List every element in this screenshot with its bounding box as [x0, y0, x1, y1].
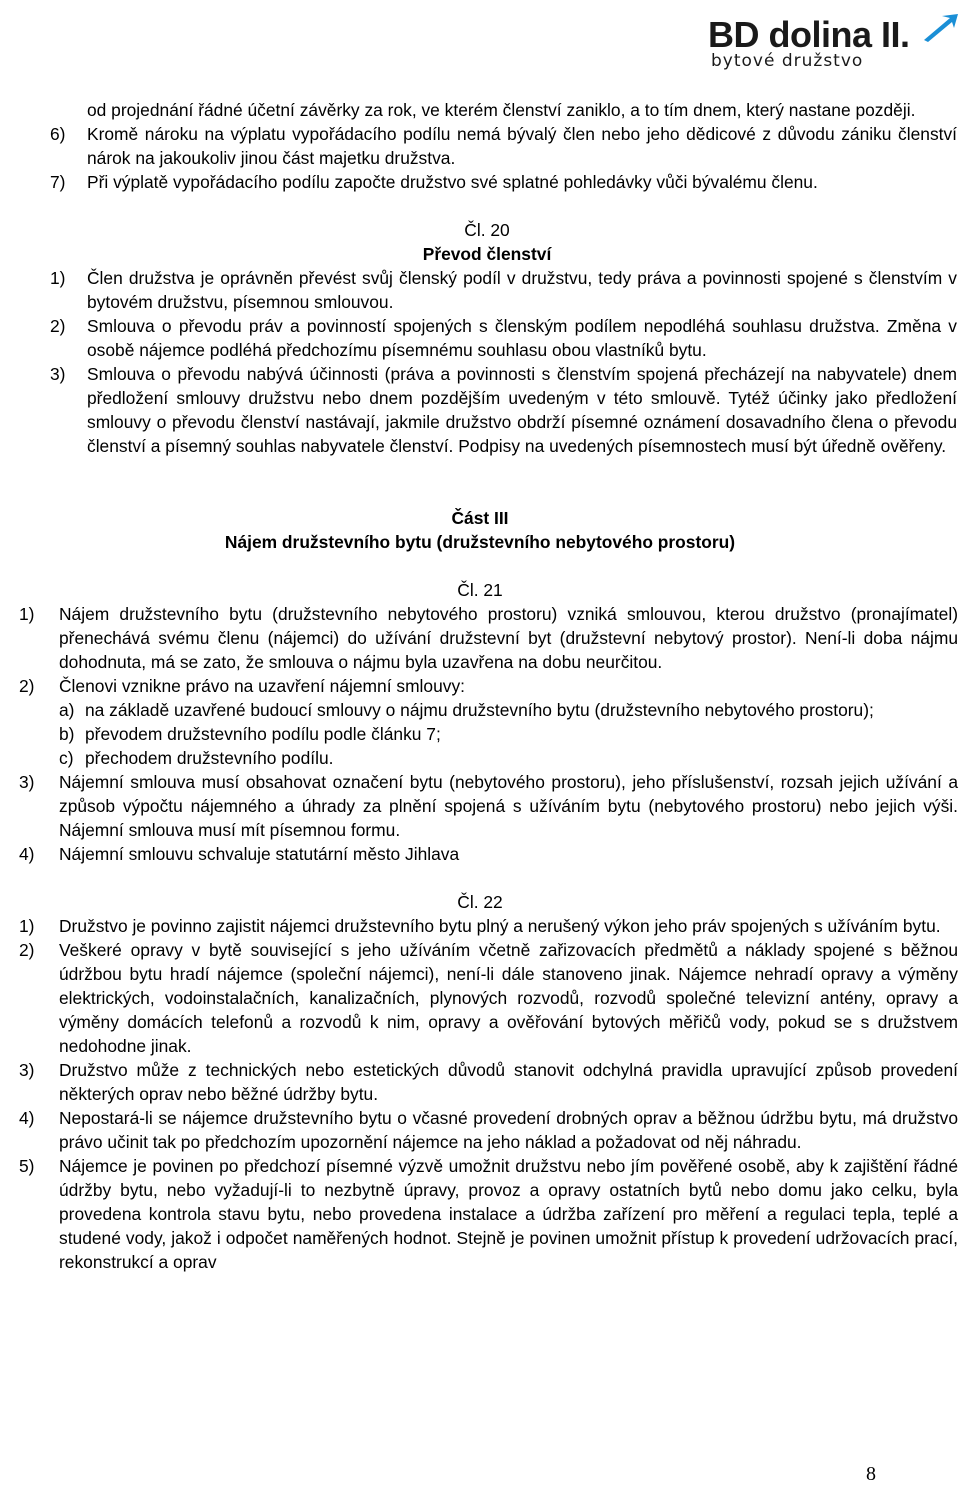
item-text: Družstvo může z technických nebo estetických důvodů stanovit odchylná pravidla upravující způsob provedení některých oprav nebo běžné údržby bytu. [59, 1060, 958, 1104]
item-number: 1) [19, 604, 35, 624]
section-part2-end [0, 98, 960, 194]
sub-item-text: přechodem družstevního podílu. [85, 748, 334, 768]
logo-arrow-icon [914, 14, 958, 44]
item-number: 4) [19, 844, 35, 864]
item-text: Nájemce je povinen po předchozí písemné výzvě umožnit družstvu nebo jím pověřené osobě, aby k zajištění řádné údržby bytu, nebo vyžadují-li to nezbytně úpravy, provoz a opravy ostatních bytů nebo domu jako celku, byla provedena kontrola stavu bytu, nebo provedena instalace a údržba zařízení pro měření a regulaci tepla, teplé a studené vody, jakož i odpočet naměřených hodnot. Stejně je povinen umožnit přístup k provedení udržovacích prací, rekonstrukcí a oprav [59, 1156, 958, 1272]
sub-list-item [0, 746, 960, 770]
part-subtitle: Nájem družstevního bytu (družstevního nebytového prostoru) [224, 532, 736, 552]
sub-item-letter: c) [59, 748, 74, 768]
list-item [0, 266, 960, 314]
article-22 [0, 890, 960, 1274]
item-text: Nájemní smlouvu schvaluje statutární město Jihlava [59, 844, 460, 864]
sub-list-item [0, 722, 960, 746]
page-number: 8 [866, 1463, 876, 1485]
list-item [0, 602, 960, 674]
item-text: Nepostará-li se nájemce družstevního bytu o včasné provedení drobných oprav a běžnou údržbu bytu, má družstvo právo učinit tak po předchozím upozornění nájemce na jeho náklad a požadovat od něj náhradu. [59, 1108, 958, 1152]
list-item [0, 1154, 960, 1274]
list-item [0, 1058, 960, 1106]
list-item [0, 170, 960, 194]
item-number: 6) [50, 124, 66, 144]
item-text: Člen družstva je oprávněn převést svůj členský podíl v družstvu, tedy práva a povinnosti spojené s členstvím v bytovém družstvu, písemnou smlouvou. [87, 268, 957, 312]
list-item [0, 122, 960, 170]
item-number: 3) [19, 1060, 35, 1080]
item-number: 2) [19, 676, 35, 696]
item-text: Nájemní smlouva musí obsahovat označení bytu (nebytového prostoru), jeho příslušenství, rozsah jejich užívání a způsob výpočtu nájemného a úhrady za plnění spojená s užíváním bytu (nebytového prostoru) nebo jejich výši. Nájemní smlouva musí mít písemnou formu. [59, 772, 958, 840]
item-number: 1) [50, 268, 66, 288]
list-item [0, 842, 960, 866]
sub-item-text: převodem družstevního podílu podle článku 7; [85, 724, 441, 744]
article-number: Čl. 21 [457, 580, 503, 600]
item-number: 4) [19, 1108, 35, 1128]
list-item [0, 1106, 960, 1154]
list-item [0, 914, 960, 938]
list-item [0, 674, 960, 698]
item-number: 2) [50, 316, 66, 336]
paragraph-continuation: od projednání řádné účetní závěrky za rok, ve kterém členství zaniklo, a to tím dnem, který nastane později. [87, 100, 916, 120]
item-text: Nájem družstevního bytu (družstevního nebytového prostoru) vzniká smlouvou, kterou družstvo (pronajímatel) přenechává svému členu (nájemci) do užívání družstevní byt (družstevní nebytový prostor). Není-li doba nájmu dohodnuta, má se zato, že smlouva o nájmu byla uzavřena na dobu neurčitou. [59, 604, 958, 672]
item-text: Veškeré opravy v bytě související s jeho užíváním včetně zařizovacích předmětů a náklady spojené s běžnou údržbou bytu hradí nájemce (společní nájemci), není-li dále stanoveno jinak. Nájemce nehradí opravy a výměny elektrických, vodoinstalačních, kanalizačních, plynových rozvodů, rozvodů společné televizní antény, opravy a výměny domácích telefonů a rozvodů k nim, opravy a ověřování bytových měřičů vody, pokud se s družstvem nedohodne jinak. [59, 940, 958, 1056]
article-20 [0, 218, 960, 458]
item-text: Družstvo je povinno zajistit nájemci družstevního bytu plný a nerušený výkon jeho práv spojených s užíváním bytu. [59, 916, 941, 936]
sub-list-item [0, 698, 960, 722]
logo-tagline: bytové družstvo [711, 51, 864, 71]
item-text: Smlouva o převodu práv a povinností spojených s členským podílem nepodléhá souhlasu družstva. Změna v osobě nájemce podléhá předchozímu písemnému souhlasu obou vlastníků bytu. [87, 316, 957, 360]
item-number: 3) [19, 772, 35, 792]
item-text: Členovi vznikne právo na uzavření nájemní smlouvy: [59, 676, 465, 696]
item-number: 1) [19, 916, 35, 936]
sub-item-text: na základě uzavřené budoucí smlouvy o nájmu družstevního bytu (družstevního nebytového prostoru); [85, 700, 874, 720]
document-body [0, 98, 960, 1274]
item-text: Při výplatě vypořádacího podílu započte družstvo své splatné pohledávky vůči bývalému členu. [87, 172, 818, 192]
sub-item-letter: b) [59, 724, 75, 744]
list-item [0, 362, 960, 458]
part-3-heading [0, 506, 960, 554]
item-number: 5) [19, 1156, 35, 1176]
item-text: Smlouva o převodu nabývá účinnosti (práva a povinnosti s členstvím spojená přecházejí na nabyvatele) dnem předložení smlouvy družstvu nebo dnem pozdějším uvedeným v této smlouvě. Tytéž účinky jako předložení smlouvy o převodu členství nastávají, jakmile družstvo obdrží písemné oznámení dosavadního člena o převodu členství a písemný souhlas nabyvatele členství. Podpisy na uvedených písemnostech musí být úředně ověřeny. [87, 364, 957, 456]
logo-wordmark: BD dolina II. [708, 14, 910, 55]
item-number: 7) [50, 172, 66, 192]
item-number: 3) [50, 364, 66, 384]
list-item [0, 938, 960, 1058]
article-number: Čl. 20 [464, 220, 510, 240]
article-title: Převod členství [422, 244, 552, 264]
article-number: Čl. 22 [457, 892, 503, 912]
company-logo [708, 14, 958, 72]
part-title: Část III [451, 508, 509, 528]
list-item [0, 314, 960, 362]
article-21 [0, 578, 960, 866]
list-item [0, 770, 960, 842]
sub-item-letter: a) [59, 700, 75, 720]
item-text: Kromě nároku na výplatu vypořádacího podílu nemá bývalý člen nebo jeho dědicové z důvodu zániku členství nárok na jakoukoliv jinou část majetku družstva. [87, 124, 957, 168]
item-number: 2) [19, 940, 35, 960]
